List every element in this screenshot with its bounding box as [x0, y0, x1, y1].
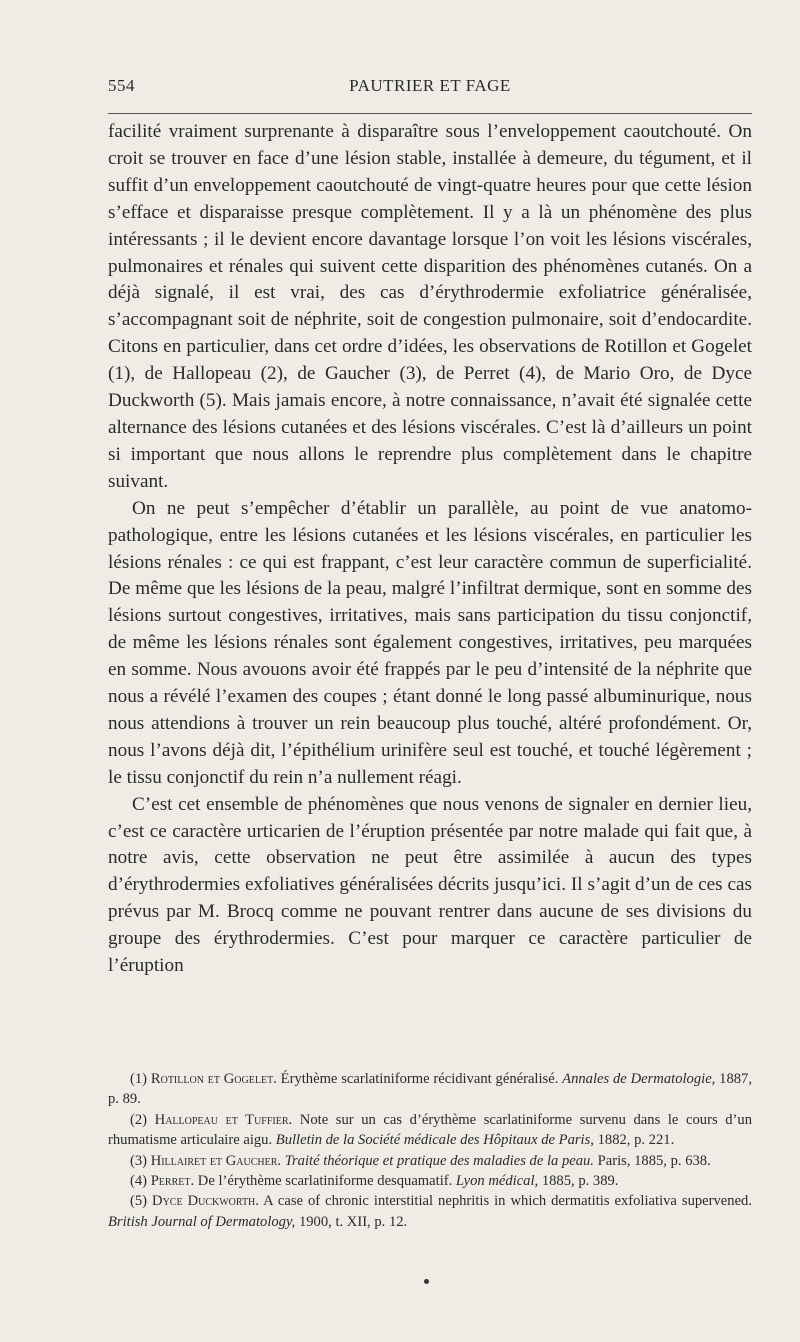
- footnote-title: Note sur un cas d’érythème scarlatiniforme survenu dans le cours d’un rhumatisme articulaire aigu.: [108, 1111, 752, 1149]
- footnote-source: Bulletin de la Société médicale des Hôpitaux de Paris,: [275, 1132, 594, 1149]
- footnotes: [108, 1069, 752, 1232]
- footnote-number: (2): [130, 1111, 148, 1128]
- header-rule: [108, 113, 752, 114]
- footnote-authors: Hillairet et Gaucher.: [150, 1152, 282, 1169]
- footnote-number: (1): [130, 1071, 148, 1087]
- paragraph-1: facilité vraiment surprenante à disparaître sous l’enveloppement caoutchouté. On croit se trouver en face d’une lésion stable, installée à demeure, du tégument, et il suffit d’un enveloppement caoutchouté de vingt-quatre heures pour que cette lésion s’efface et disparaisse presque complètement. Il y a là un phénomène des plus intéressants ; il le devient encore davantage lorsque l’on voit les lésions viscérales, pulmonaires et rénales qui suivent cette disparition des phénomènes cutanés. On a déjà signalé, il est vrai, des cas d’érythrodermie exfoliatrice généralisée, s’accompagnant soit de néphrite, soit de congestion pulmonaire, soit d’endocardite. Citons en particulier, dans cet ordre d’idées, les observations de Rotillon et Gogelet (1), de Hallopeau (2), de Gaucher (3), de Perret (4), de Mario Oro, de Dyce Duckworth (5). Mais jamais encore, à notre connaissance, n’avait été signalée cette alternance des lésions cutanées et des lésions viscérales. C’est là d’ailleurs un point si important que nous allons le reprendre plus complètement dans le chapitre suivant.: [108, 121, 752, 492]
- footnote-1: [108, 1069, 752, 1110]
- footnote-3: [108, 1151, 752, 1171]
- footnote-number: (4): [130, 1173, 148, 1190]
- page-number: 554: [108, 76, 135, 95]
- footnote-title: A case of chronic interstitial nephritis in which dermatitis exfoliativa supervened.: [263, 1193, 752, 1210]
- printer-mark: [424, 1279, 429, 1284]
- footnote-details: 1882, p. 221.: [597, 1132, 675, 1149]
- footnote-title: Érythème scarlatiniforme récidivant généralisé.: [280, 1071, 559, 1087]
- main-text: [108, 119, 752, 980]
- page-header: [108, 76, 752, 104]
- footnote-authors: Perret.: [150, 1173, 195, 1190]
- footnote-source: British Journal of Dermatology,: [108, 1213, 296, 1230]
- running-title: PAUTRIER ET FAGE: [349, 76, 511, 95]
- footnote-source: Lyon médical,: [455, 1173, 539, 1190]
- footnote-details: Paris, 1885, p. 638.: [597, 1152, 711, 1169]
- footnote-title: De l’érythème scarlatiniforme desquamatif.: [197, 1173, 453, 1190]
- footnote-authors: Rotillon et Gogelet.: [150, 1071, 277, 1087]
- footnote-details: 1887, p. 89.: [108, 1071, 752, 1108]
- footnote-details: 1885, p. 389.: [541, 1173, 619, 1190]
- footnote-number: (5): [130, 1193, 148, 1210]
- footnote-source: Traité théorique et pratique des maladies de la peau.: [284, 1152, 594, 1169]
- footnote-authors: Hallopeau et Tuffier.: [154, 1111, 293, 1128]
- footnote-4: [108, 1171, 752, 1191]
- footnote-5: [108, 1191, 752, 1232]
- paragraph-3: C’est cet ensemble de phénomènes que nous venons de signaler en dernier lieu, c’est ce caractère urticarien de l’éruption présentée par notre malade qui fait que, à notre avis, cette observation ne peut être assimilée à aucun des types d’érythrodermies exfoliatives généralisées décrits jusqu’ici. Il s’agit d’un de ces cas prévus par M. Brocq comme ne pouvant rentrer dans aucune de ses divisions du groupe des érythrodermies. C’est pour marquer ce caractère particulier de l’éruption: [108, 793, 752, 977]
- paragraph-2: On ne peut s’empêcher d’établir un parallèle, au point de vue anatomo-pathologique, entre les lésions cutanées et les lésions viscérales, en particulier les lésions rénales : ce qui est frappant, c’est leur caractère commun de superficialité. De même que les lésions de la peau, malgré l’infiltrat dermique, sont en somme des lésions surtout congestives, irritatives, mais sans participation du tissu conjonctif, de même les lésions rénales sont également congestives, irritatives, peu marquées en somme. Nous avouons avoir été frappés par le peu d’intensité de la néphrite que nous a révélé l’examen des coupes ; étant donné le long passé albuminurique, nous nous attendions à trouver un rein beaucoup plus touché, altéré profondément. Or, nous l’avons déjà dit, l’épithélium urinifère seul est touché, et touché légèrement ; le tissu conjonctif du rein n’a nullement réagi.: [108, 497, 752, 788]
- footnote-2: [108, 1110, 752, 1151]
- footnote-authors: Dyce Duckworth.: [152, 1193, 259, 1210]
- footnote-details: 1900, t. XII, p. 12.: [298, 1213, 408, 1230]
- footnote-source: Annales de Dermatologie,: [562, 1071, 716, 1087]
- footnote-number: (3): [130, 1152, 148, 1169]
